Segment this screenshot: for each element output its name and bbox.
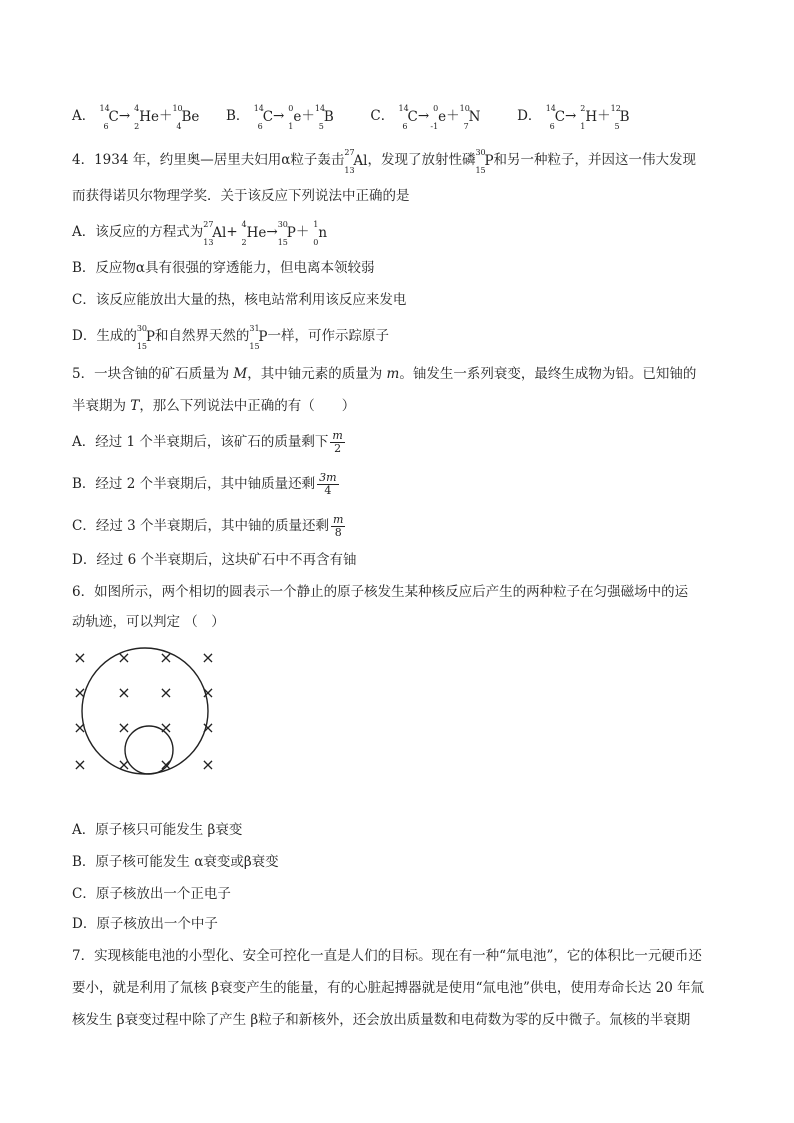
field-mark: × — [73, 648, 87, 667]
field-mark: × — [73, 683, 87, 702]
field-mark: × — [117, 718, 131, 737]
field-mark: × — [159, 755, 173, 774]
q6-stem-line1: 6．如图所示，两个相切的圆表示一个静止的原子核发生某种核反应后产生的两种粒子在匀强磁场中的运 — [72, 584, 689, 600]
q3-option-d: D． 14 6 C→ 2 1 H＋ 12 5 B — [517, 103, 630, 131]
q6-option-c: C．原子核放出一个正电子 — [72, 886, 231, 902]
q3-option-a: A． 14 6 C→ 4 2 He＋ 10 4 Be — [72, 103, 200, 131]
q3-option-c: C． 14 6 C→ 0 -1 e＋ 10 7 N — [370, 103, 481, 131]
q6-stem-line2: 动轨迹，可以判定 （ ） — [72, 614, 225, 630]
q5-option-d: D．经过 6 个半衰期后，这块矿石中不再含有铀 — [72, 552, 357, 568]
field-mark: × — [73, 718, 87, 737]
q7-stem-line3: 核发生 β衰变过程中除了产生 β粒子和新核外，还会放出质量数和电荷数为零的反中微子。氚核的半衰期 — [72, 1012, 691, 1028]
q4-stem-line2: 而获得诺贝尔物理学奖．关于该反应下列说法中正确的是 — [72, 188, 410, 204]
q4-stem-line1: 4．1934 年，约里奥—居里夫妇用α粒子轰击 27 13 Al，发现了放射性磷 30 15 P和另一种粒子，并因这一伟大发现 — [72, 147, 697, 175]
q4-option-a: A．该反应的方程式为 27 13 Al+ 4 2 He→ 30 15 P＋ 1 0 n — [72, 219, 328, 247]
small-orbit-circle — [125, 726, 173, 774]
q4-option-b: B．反应物α具有很强的穿透能力，但电离本领较弱 — [72, 260, 375, 276]
q3-option-b: B． 14 6 C→ 0 1 e＋ 14 5 B — [225, 103, 334, 131]
q6-option-a: A．原子核只可能发生 β衰变 — [72, 822, 243, 838]
field-mark: × — [159, 648, 173, 667]
q3-options-line — [72, 103, 630, 131]
q5-stem-line2: 半衰期为 T，那么下列说法中正确的有（ ） — [72, 398, 356, 414]
q6-option-b: B．原子核可能发生 α衰变或β衰变 — [72, 854, 279, 870]
q5-option-b: B．经过 2 个半衰期后，其中铀质量还剩 $\frac{3m}{4}$ — [72, 471, 337, 497]
field-mark: × — [201, 755, 215, 774]
field-mark: × — [73, 755, 87, 774]
q5-option-c: C．经过 3 个半衰期后，其中铀的质量还剩 $\frac{m}{8}$ — [72, 513, 344, 539]
magnetic-field-figure — [68, 643, 228, 783]
q6-option-d: D．原子核放出一个中子 — [72, 916, 218, 932]
field-mark: × — [117, 683, 131, 702]
magnetic-field-into-page-icon — [73, 648, 214, 774]
q4-option-d: D．生成的 30 15 P和自然界天然的 31 15 P一样，可作示踪原子 — [72, 323, 390, 351]
field-mark: × — [117, 648, 131, 667]
q7-stem-line2: 要小，就是利用了氚核 β衰变产生的能量，有的心脏起搏器就是使用“氚电池”供电，使用寿命长达 20 年氚 — [72, 980, 705, 996]
field-mark: × — [201, 648, 215, 667]
q7-stem-line1: 7．实现核能电池的小型化、安全可控化一直是人们的目标。现在有一种“氚电池”，它的体积比一元硬币还 — [72, 948, 702, 964]
field-mark: × — [159, 718, 173, 737]
q5-option-a: A．经过 1 个半衰期后，该矿石的质量剩下 $\frac{m}{2}$ — [72, 429, 343, 455]
q5-stem-line1: 5．一块含铀的矿石质量为 M，其中铀元素的质量为 m。铀发生一系列衰变，最终生成物为铅。已知铀的 — [72, 366, 697, 382]
field-mark: × — [201, 683, 215, 702]
q4-option-c: C．该反应能放出大量的热，核电站常利用该反应来发电 — [72, 292, 407, 308]
field-mark: × — [201, 718, 215, 737]
large-orbit-circle — [82, 648, 208, 774]
field-mark: × — [117, 755, 131, 774]
field-mark: × — [159, 683, 173, 702]
